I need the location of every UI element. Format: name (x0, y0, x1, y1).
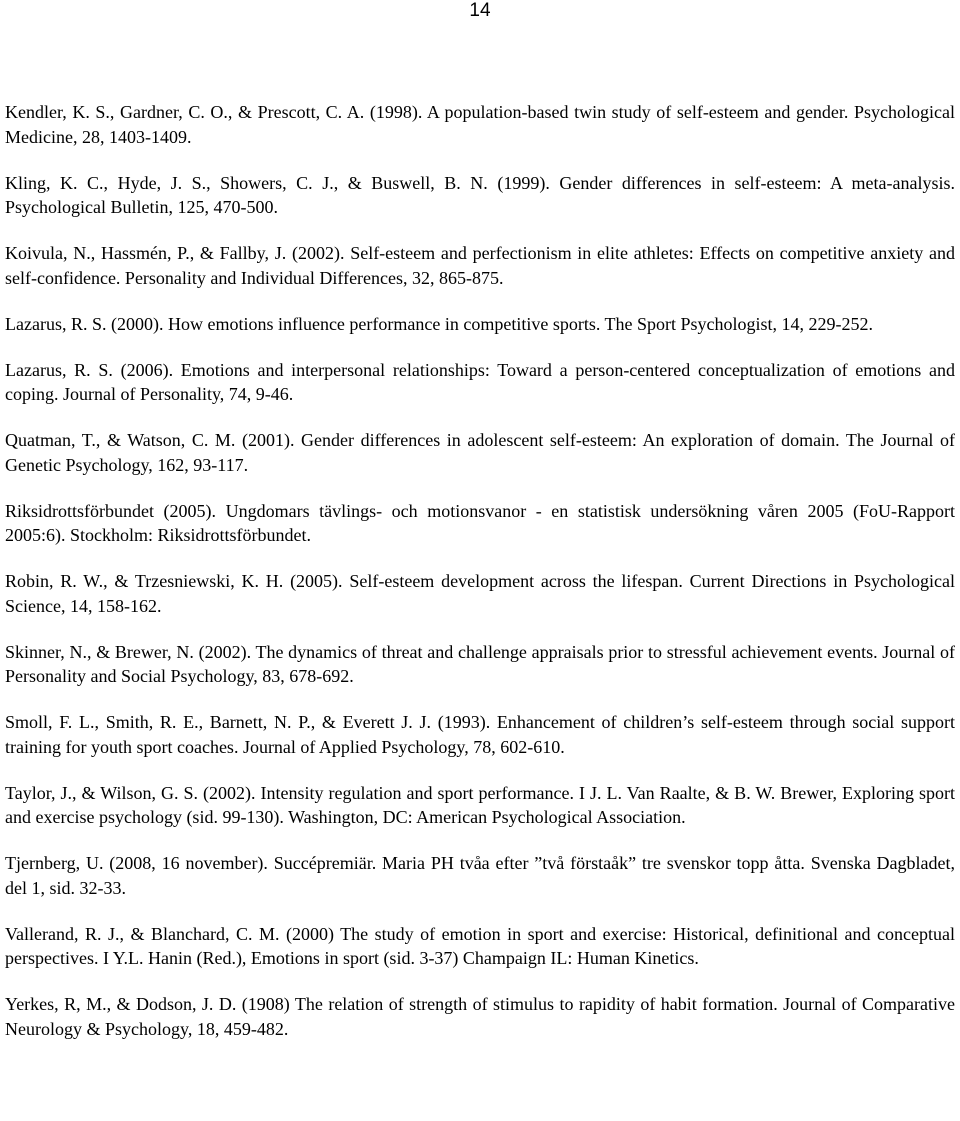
reference-entry: Smoll, F. L., Smith, R. E., Barnett, N. P., & Everett J. J. (1993). Enhancement of children’s self-esteem through social support training for youth sport coaches. Journal of Applied Psychology, 78, 602-610. (5, 712, 955, 757)
reference-entry: Kling, K. C., Hyde, J. S., Showers, C. J., & Buswell, B. N. (1999). Gender differences in self-esteem: A meta-analysis. Psychological Bulletin, 125, 470-500. (5, 172, 955, 217)
reference-entry: Riksidrottsförbundet (2005). Ungdomars tävlings- och motionsvanor - en statistisk undersökning våren 2005 (FoU-Rapport 2005:6). Stockholm: Riksidrottsförbundet. (5, 500, 955, 545)
reference-list (5, 100, 955, 1063)
reference-entry: Taylor, J., & Wilson, G. S. (2002). Intensity regulation and sport performance. I J. L. Van Raalte, & B. W. Brewer, Exploring sport and exercise psychology (sid. 99-130). Washington, DC: American Psychological Association. (5, 782, 955, 827)
reference-entry: Robin, R. W., & Trzesniewski, K. H. (2005). Self-esteem development across the lifespan. Current Directions in Psychological Science, 14, 158-162. (5, 571, 955, 616)
reference-entry: Lazarus, R. S. (2006). Emotions and interpersonal relationships: Toward a person-centered conceptualization of emotions and coping. Journal of Personality, 74, 9-46. (5, 359, 955, 404)
reference-entry: Kendler, K. S., Gardner, C. O., & Prescott, C. A. (1998). A population-based twin study of self-esteem and gender. Psychological Medicine, 28, 1403-1409. (5, 102, 955, 147)
reference-entry: Tjernberg, U. (2008, 16 november). Succépremiär. Maria PH tvåa efter ”två förstaåk” tre svenskor topp åtta. Svenska Dagbladet, del 1, sid. 32-33. (5, 853, 955, 898)
reference-entry: Koivula, N., Hassmén, P., & Fallby, J. (2002). Self-esteem and perfectionism in elite athletes: Effects on competitive anxiety and self-confidence. Personality and Individual Differences, 32, 865-875. (5, 243, 955, 288)
reference-entry: Vallerand, R. J., & Blanchard, C. M. (2000) The study of emotion in sport and exercise: Historical, definitional and conceptual perspectives. I Y.L. Hanin (Red.), Emotions in sport (sid. 3-37) Champaign IL: Human Kinetics. (5, 923, 955, 968)
page-number: 14 (469, 0, 491, 21)
reference-entry: Yerkes, R, M., & Dodson, J. D. (1908) The relation of strength of stimulus to rapidity of habit formation. Journal of Comparative Neurology & Psychology, 18, 459-482. (5, 994, 955, 1039)
reference-entry: Quatman, T., & Watson, C. M. (2001). Gender differences in adolescent self-esteem: An exploration of domain. The Journal of Genetic Psychology, 162, 93-117. (5, 430, 955, 475)
reference-entry: Skinner, N., & Brewer, N. (2002). The dynamics of threat and challenge appraisals prior to stressful achievement events. Journal of Personality and Social Psychology, 83, 678-692. (5, 641, 955, 686)
reference-entry: Lazarus, R. S. (2000). How emotions influence performance in competitive sports. The Sport Psychologist, 14, 229-252. (5, 313, 874, 334)
